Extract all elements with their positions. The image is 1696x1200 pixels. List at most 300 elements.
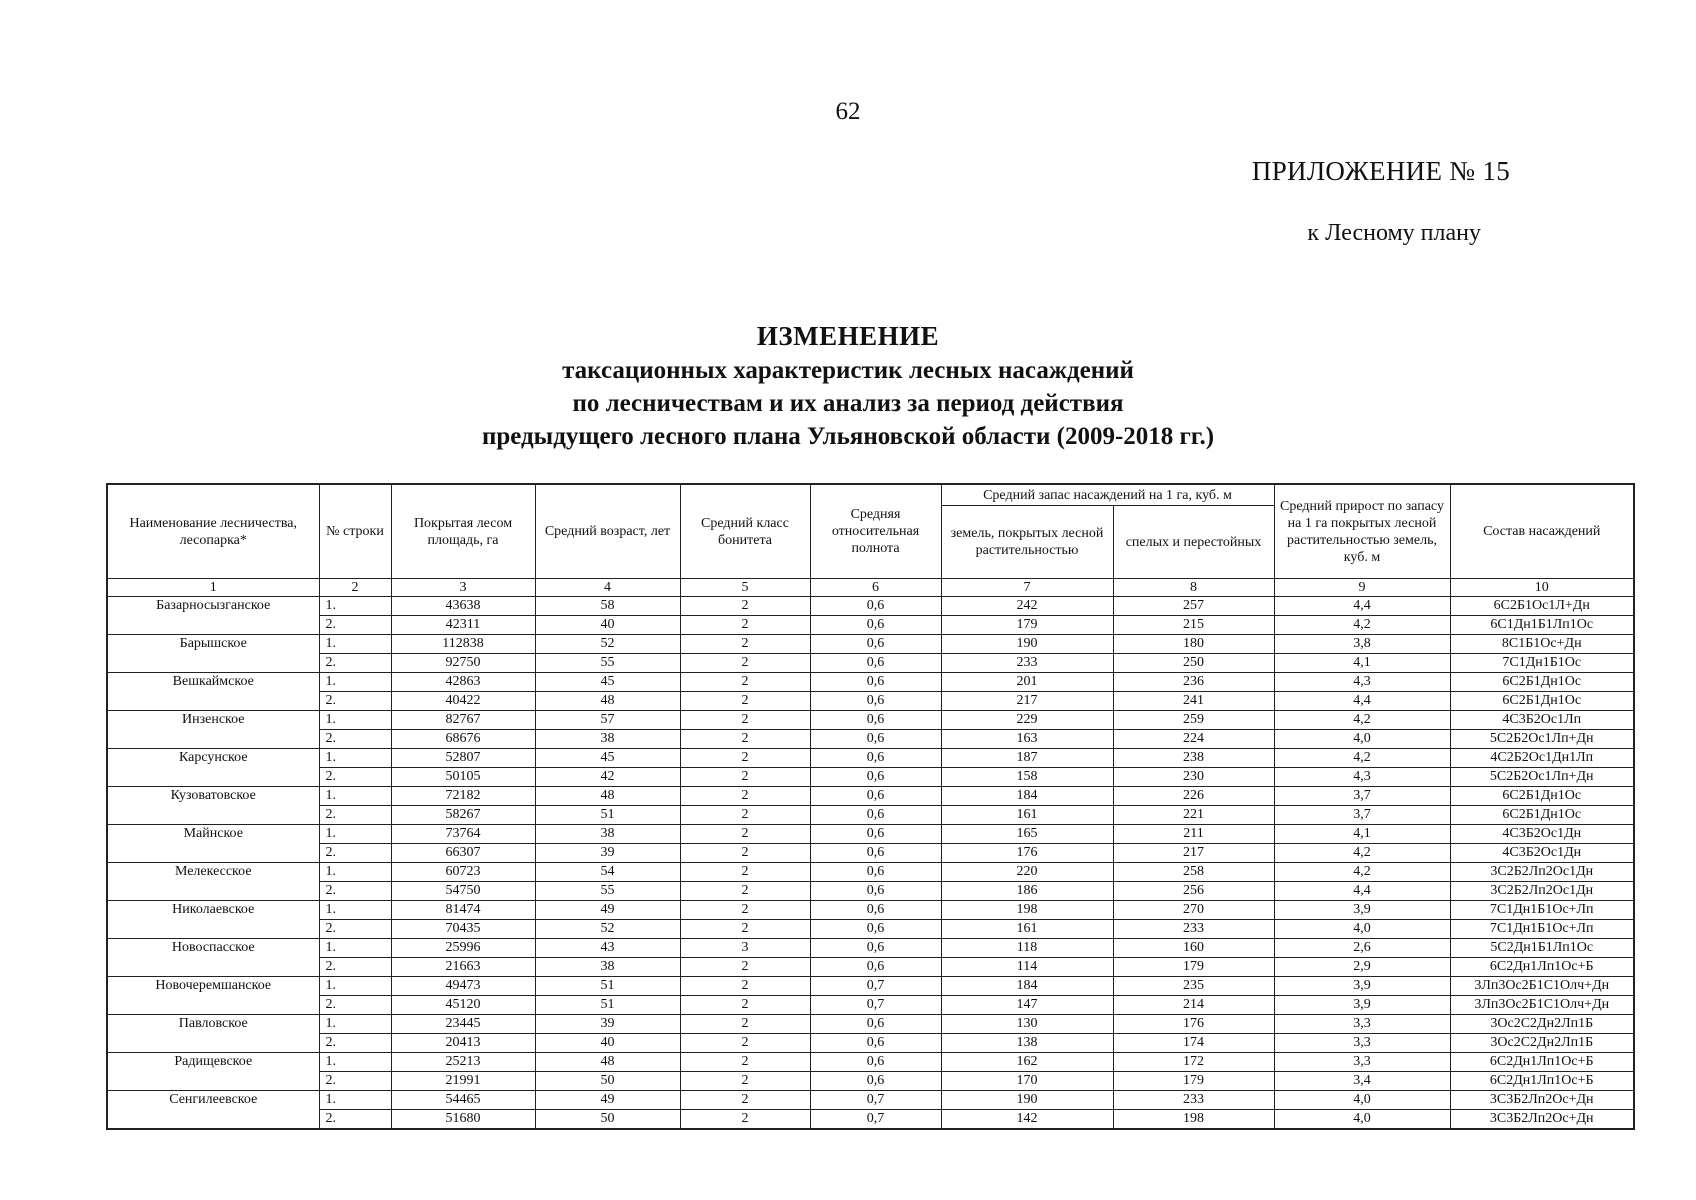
forest-characteristics-table <box>106 483 1635 1130</box>
stock-covered-cell: 161 <box>941 920 1113 939</box>
heading-line-3: предыдущего лесного плана Ульяновской области (2009-2018 гг.) <box>481 423 1215 450</box>
class-cell: 2 <box>680 901 810 920</box>
stock-mature-cell: 226 <box>1113 787 1274 806</box>
age-cell: 51 <box>535 806 680 825</box>
column-number: 6 <box>810 579 941 597</box>
class-cell: 2 <box>680 996 810 1015</box>
density-cell: 0,6 <box>810 787 941 806</box>
row-number: 2. <box>319 844 391 863</box>
heading-line-2: по лесничествам и их анализ за период действия <box>572 390 1124 417</box>
stock-covered-cell: 184 <box>941 787 1113 806</box>
area-cell: 68676 <box>391 730 535 749</box>
class-cell: 2 <box>680 920 810 939</box>
stock-covered-cell: 170 <box>941 1072 1113 1091</box>
composition-cell: 7С1Дн1Б1Ос <box>1450 654 1634 673</box>
forestry-name: Кузоватовское <box>107 787 319 825</box>
density-cell: 0,6 <box>810 1072 941 1091</box>
stock-mature-cell: 235 <box>1113 977 1274 996</box>
growth-cell: 3,3 <box>1274 1034 1450 1053</box>
table-row <box>107 958 1634 977</box>
growth-cell: 4,2 <box>1274 749 1450 768</box>
area-cell: 25996 <box>391 939 535 958</box>
stock-covered-cell: 147 <box>941 996 1113 1015</box>
page-number: 62 <box>835 98 861 125</box>
row-number: 2. <box>319 1072 391 1091</box>
table-row <box>107 597 1634 616</box>
table-row <box>107 787 1634 806</box>
area-cell: 51680 <box>391 1110 535 1130</box>
table-row <box>107 1072 1634 1091</box>
table-row <box>107 1053 1634 1072</box>
area-cell: 54465 <box>391 1091 535 1110</box>
density-cell: 0,6 <box>810 1053 941 1072</box>
composition-cell: 6С1Дн1Б1Лп1Ос <box>1450 616 1634 635</box>
stock-mature-cell: 217 <box>1113 844 1274 863</box>
composition-cell: 6С2Б1Ос1Л+Дн <box>1450 597 1634 616</box>
age-cell: 45 <box>535 749 680 768</box>
row-number: 1. <box>319 787 391 806</box>
area-cell: 52807 <box>391 749 535 768</box>
row-number: 2. <box>319 882 391 901</box>
growth-cell: 2,6 <box>1274 939 1450 958</box>
age-cell: 52 <box>535 635 680 654</box>
growth-cell: 3,9 <box>1274 977 1450 996</box>
forestry-name: Инзенское <box>107 711 319 749</box>
stock-covered-cell: 158 <box>941 768 1113 787</box>
stock-covered-cell: 142 <box>941 1110 1113 1130</box>
area-cell: 45120 <box>391 996 535 1015</box>
class-cell: 2 <box>680 635 810 654</box>
age-cell: 38 <box>535 958 680 977</box>
class-cell: 2 <box>680 977 810 996</box>
growth-cell: 4,3 <box>1274 768 1450 787</box>
forestry-name: Радищевское <box>107 1053 319 1091</box>
area-cell: 43638 <box>391 597 535 616</box>
table-row <box>107 882 1634 901</box>
composition-cell: 7С1Дн1Б1Ос+Лп <box>1450 920 1634 939</box>
growth-cell: 4,0 <box>1274 1091 1450 1110</box>
growth-cell: 4,2 <box>1274 844 1450 863</box>
composition-cell: 4С3Б2Ос1Лп <box>1450 711 1634 730</box>
age-cell: 55 <box>535 882 680 901</box>
stock-mature-cell: 179 <box>1113 958 1274 977</box>
class-cell: 2 <box>680 806 810 825</box>
composition-cell: 3С3Б2Лп2Ос+Дн <box>1450 1110 1634 1130</box>
age-cell: 50 <box>535 1110 680 1130</box>
document-heading <box>0 318 1696 453</box>
area-cell: 72182 <box>391 787 535 806</box>
row-number: 2. <box>319 730 391 749</box>
composition-cell: 3С3Б2Лп2Ос+Дн <box>1450 1091 1634 1110</box>
composition-cell: 6С2Б1Дн1Ос <box>1450 806 1634 825</box>
composition-cell: 7С1Дн1Б1Ос+Лп <box>1450 901 1634 920</box>
header-stock-group: Средний запас насаждений на 1 га, куб. м <box>941 484 1274 506</box>
composition-cell: 6С2Дн1Лп1Ос+Б <box>1450 1053 1634 1072</box>
composition-cell: 5С2Дн1Б1Лп1Ос <box>1450 939 1634 958</box>
class-cell: 2 <box>680 882 810 901</box>
density-cell: 0,6 <box>810 635 941 654</box>
table-row <box>107 844 1634 863</box>
table-row <box>107 692 1634 711</box>
stock-mature-cell: 176 <box>1113 1015 1274 1034</box>
age-cell: 57 <box>535 711 680 730</box>
area-cell: 112838 <box>391 635 535 654</box>
composition-cell: 6С2Б1Дн1Ос <box>1450 787 1634 806</box>
density-cell: 0,7 <box>810 1110 941 1130</box>
stock-covered-cell: 190 <box>941 635 1113 654</box>
growth-cell: 3,8 <box>1274 635 1450 654</box>
table-row <box>107 863 1634 882</box>
density-cell: 0,7 <box>810 977 941 996</box>
class-cell: 2 <box>680 730 810 749</box>
table-row <box>107 920 1634 939</box>
table-row <box>107 1110 1634 1130</box>
row-number: 2. <box>319 768 391 787</box>
stock-mature-cell: 256 <box>1113 882 1274 901</box>
row-number: 1. <box>319 1053 391 1072</box>
growth-cell: 3,9 <box>1274 901 1450 920</box>
stock-covered-cell: 161 <box>941 806 1113 825</box>
growth-cell: 3,3 <box>1274 1053 1450 1072</box>
class-cell: 2 <box>680 768 810 787</box>
stock-covered-cell: 130 <box>941 1015 1113 1034</box>
composition-cell: 3С2Б2Лп2Ос1Дн <box>1450 863 1634 882</box>
table-row <box>107 635 1634 654</box>
class-cell: 2 <box>680 1015 810 1034</box>
growth-cell: 4,0 <box>1274 920 1450 939</box>
stock-mature-cell: 172 <box>1113 1053 1274 1072</box>
forestry-name: Сенгилеевское <box>107 1091 319 1130</box>
density-cell: 0,6 <box>810 616 941 635</box>
composition-cell: 5С2Б2Ос1Лп+Дн <box>1450 730 1634 749</box>
growth-cell: 4,0 <box>1274 730 1450 749</box>
row-number: 2. <box>319 920 391 939</box>
row-number: 2. <box>319 806 391 825</box>
stock-covered-cell: 201 <box>941 673 1113 692</box>
growth-cell: 4,4 <box>1274 692 1450 711</box>
age-cell: 39 <box>535 1015 680 1034</box>
growth-cell: 4,3 <box>1274 673 1450 692</box>
area-cell: 82767 <box>391 711 535 730</box>
row-number: 1. <box>319 939 391 958</box>
composition-cell: 3С2Б2Лп2Ос1Дн <box>1450 882 1634 901</box>
composition-cell: 6С2Дн1Лп1Ос+Б <box>1450 1072 1634 1091</box>
age-cell: 51 <box>535 996 680 1015</box>
stock-mature-cell: 258 <box>1113 863 1274 882</box>
age-cell: 42 <box>535 768 680 787</box>
class-cell: 2 <box>680 616 810 635</box>
class-cell: 2 <box>680 692 810 711</box>
stock-covered-cell: 179 <box>941 616 1113 635</box>
stock-mature-cell: 236 <box>1113 673 1274 692</box>
header-stock-covered: земель, покрытых лесной растительностью <box>941 506 1113 579</box>
table-row <box>107 673 1634 692</box>
area-cell: 49473 <box>391 977 535 996</box>
header-name: Наименование лесничества, лесопарка* <box>107 484 319 579</box>
age-cell: 54 <box>535 863 680 882</box>
stock-mature-cell: 250 <box>1113 654 1274 673</box>
column-number: 5 <box>680 579 810 597</box>
stock-covered-cell: 220 <box>941 863 1113 882</box>
row-number: 1. <box>319 1015 391 1034</box>
column-number: 9 <box>1274 579 1450 597</box>
growth-cell: 3,7 <box>1274 787 1450 806</box>
area-cell: 21663 <box>391 958 535 977</box>
header-age: Средний возраст, лет <box>535 484 680 579</box>
stock-covered-cell: 198 <box>941 901 1113 920</box>
age-cell: 40 <box>535 1034 680 1053</box>
column-number: 10 <box>1450 579 1634 597</box>
density-cell: 0,7 <box>810 996 941 1015</box>
stock-covered-cell: 187 <box>941 749 1113 768</box>
area-cell: 42863 <box>391 673 535 692</box>
stock-covered-cell: 165 <box>941 825 1113 844</box>
row-number: 2. <box>319 616 391 635</box>
age-cell: 40 <box>535 616 680 635</box>
area-cell: 40422 <box>391 692 535 711</box>
row-number: 1. <box>319 863 391 882</box>
age-cell: 52 <box>535 920 680 939</box>
column-number: 3 <box>391 579 535 597</box>
density-cell: 0,6 <box>810 958 941 977</box>
forestry-name: Барышское <box>107 635 319 673</box>
density-cell: 0,6 <box>810 920 941 939</box>
composition-cell: 6С2Б1Дн1Ос <box>1450 692 1634 711</box>
composition-cell: 3Лп3Ос2Б1С1Олч+Дн <box>1450 996 1634 1015</box>
growth-cell: 4,1 <box>1274 654 1450 673</box>
row-number: 1. <box>319 901 391 920</box>
stock-mature-cell: 215 <box>1113 616 1274 635</box>
density-cell: 0,6 <box>810 806 941 825</box>
class-cell: 2 <box>680 673 810 692</box>
area-cell: 66307 <box>391 844 535 863</box>
density-cell: 0,6 <box>810 597 941 616</box>
class-cell: 2 <box>680 749 810 768</box>
area-cell: 20413 <box>391 1034 535 1053</box>
table-row <box>107 1091 1634 1110</box>
area-cell: 92750 <box>391 654 535 673</box>
stock-covered-cell: 190 <box>941 1091 1113 1110</box>
composition-cell: 4С3Б2Ос1Дн <box>1450 844 1634 863</box>
stock-mature-cell: 233 <box>1113 1091 1274 1110</box>
column-number: 1 <box>107 579 319 597</box>
growth-cell: 3,3 <box>1274 1015 1450 1034</box>
table-row <box>107 901 1634 920</box>
stock-mature-cell: 198 <box>1113 1110 1274 1130</box>
table-row <box>107 806 1634 825</box>
class-cell: 3 <box>680 939 810 958</box>
table-row <box>107 730 1634 749</box>
density-cell: 0,6 <box>810 1015 941 1034</box>
density-cell: 0,6 <box>810 1034 941 1053</box>
area-cell: 23445 <box>391 1015 535 1034</box>
row-number: 2. <box>319 692 391 711</box>
stock-covered-cell: 229 <box>941 711 1113 730</box>
stock-covered-cell: 138 <box>941 1034 1113 1053</box>
class-cell: 2 <box>680 1091 810 1110</box>
composition-cell: 3Ос2С2Дн2Лп1Б <box>1450 1034 1634 1053</box>
row-number: 1. <box>319 977 391 996</box>
growth-cell: 3,7 <box>1274 806 1450 825</box>
stock-mature-cell: 221 <box>1113 806 1274 825</box>
table-row <box>107 1034 1634 1053</box>
area-cell: 60723 <box>391 863 535 882</box>
row-number: 1. <box>319 711 391 730</box>
growth-cell: 3,4 <box>1274 1072 1450 1091</box>
age-cell: 45 <box>535 673 680 692</box>
stock-mature-cell: 174 <box>1113 1034 1274 1053</box>
growth-cell: 4,2 <box>1274 616 1450 635</box>
age-cell: 49 <box>535 901 680 920</box>
age-cell: 48 <box>535 692 680 711</box>
area-cell: 81474 <box>391 901 535 920</box>
forestry-name: Павловское <box>107 1015 319 1053</box>
area-cell: 70435 <box>391 920 535 939</box>
age-cell: 38 <box>535 825 680 844</box>
class-cell: 2 <box>680 1053 810 1072</box>
class-cell: 2 <box>680 1110 810 1130</box>
forestry-name: Карсунское <box>107 749 319 787</box>
table-row <box>107 768 1634 787</box>
forestry-name: Майнское <box>107 825 319 863</box>
stock-covered-cell: 217 <box>941 692 1113 711</box>
age-cell: 48 <box>535 787 680 806</box>
density-cell: 0,6 <box>810 673 941 692</box>
class-cell: 2 <box>680 597 810 616</box>
stock-covered-cell: 176 <box>941 844 1113 863</box>
forestry-name: Базарносызганское <box>107 597 319 635</box>
class-cell: 2 <box>680 863 810 882</box>
table-row <box>107 749 1634 768</box>
density-cell: 0,6 <box>810 939 941 958</box>
class-cell: 2 <box>680 825 810 844</box>
density-cell: 0,6 <box>810 749 941 768</box>
row-number: 2. <box>319 996 391 1015</box>
density-cell: 0,6 <box>810 882 941 901</box>
growth-cell: 4,0 <box>1274 1110 1450 1130</box>
class-cell: 2 <box>680 1072 810 1091</box>
density-cell: 0,6 <box>810 711 941 730</box>
age-cell: 55 <box>535 654 680 673</box>
header-row-number: № строки <box>319 484 391 579</box>
class-cell: 2 <box>680 844 810 863</box>
composition-cell: 8С1Б1Ос+Дн <box>1450 635 1634 654</box>
stock-mature-cell: 180 <box>1113 635 1274 654</box>
area-cell: 54750 <box>391 882 535 901</box>
class-cell: 2 <box>680 787 810 806</box>
table-row <box>107 1015 1634 1034</box>
age-cell: 50 <box>535 1072 680 1091</box>
stock-covered-cell: 114 <box>941 958 1113 977</box>
density-cell: 0,6 <box>810 863 941 882</box>
composition-cell: 6С2Б1Дн1Ос <box>1450 673 1634 692</box>
density-cell: 0,6 <box>810 654 941 673</box>
table-row <box>107 977 1634 996</box>
stock-mature-cell: 224 <box>1113 730 1274 749</box>
stock-covered-cell: 118 <box>941 939 1113 958</box>
growth-cell: 4,2 <box>1274 863 1450 882</box>
composition-cell: 5С2Б2Ос1Лп+Дн <box>1450 768 1634 787</box>
header-stock-mature: спелых и перестойных <box>1113 506 1274 579</box>
table-row <box>107 825 1634 844</box>
stock-covered-cell: 163 <box>941 730 1113 749</box>
stock-mature-cell: 270 <box>1113 901 1274 920</box>
growth-cell: 3,9 <box>1274 996 1450 1015</box>
stock-covered-cell: 184 <box>941 977 1113 996</box>
growth-cell: 2,9 <box>1274 958 1450 977</box>
age-cell: 51 <box>535 977 680 996</box>
class-cell: 2 <box>680 958 810 977</box>
stock-mature-cell: 257 <box>1113 597 1274 616</box>
stock-covered-cell: 162 <box>941 1053 1113 1072</box>
area-cell: 50105 <box>391 768 535 787</box>
table-row <box>107 711 1634 730</box>
class-cell: 2 <box>680 654 810 673</box>
area-cell: 25213 <box>391 1053 535 1072</box>
appendix-subtitle: к Лесному плану <box>1307 220 1481 246</box>
stock-mature-cell: 211 <box>1113 825 1274 844</box>
stock-mature-cell: 238 <box>1113 749 1274 768</box>
composition-cell: 4С2Б2Ос1Дн1Лп <box>1450 749 1634 768</box>
header-area: Покрытая лесом площадь, га <box>391 484 535 579</box>
stock-mature-cell: 233 <box>1113 920 1274 939</box>
column-number: 8 <box>1113 579 1274 597</box>
growth-cell: 4,4 <box>1274 597 1450 616</box>
table-row <box>107 654 1634 673</box>
column-number: 2 <box>319 579 391 597</box>
forestry-name: Вешкаймское <box>107 673 319 711</box>
stock-mature-cell: 179 <box>1113 1072 1274 1091</box>
row-number: 1. <box>319 597 391 616</box>
header-density: Средняя относительная полнота <box>810 484 941 579</box>
age-cell: 58 <box>535 597 680 616</box>
row-number: 1. <box>319 635 391 654</box>
density-cell: 0,6 <box>810 692 941 711</box>
age-cell: 38 <box>535 730 680 749</box>
row-number: 1. <box>319 673 391 692</box>
stock-mature-cell: 241 <box>1113 692 1274 711</box>
row-number: 2. <box>319 1110 391 1130</box>
density-cell: 0,6 <box>810 768 941 787</box>
stock-mature-cell: 259 <box>1113 711 1274 730</box>
stock-covered-cell: 186 <box>941 882 1113 901</box>
table-row <box>107 996 1634 1015</box>
composition-cell: 3Лп3Ос2Б1С1Олч+Дн <box>1450 977 1634 996</box>
growth-cell: 4,2 <box>1274 711 1450 730</box>
area-cell: 73764 <box>391 825 535 844</box>
age-cell: 39 <box>535 844 680 863</box>
forestry-name: Мелекесское <box>107 863 319 901</box>
class-cell: 2 <box>680 711 810 730</box>
table-row <box>107 616 1634 635</box>
stock-covered-cell: 233 <box>941 654 1113 673</box>
forestry-name: Новочеремшанское <box>107 977 319 1015</box>
area-cell: 42311 <box>391 616 535 635</box>
stock-mature-cell: 160 <box>1113 939 1274 958</box>
age-cell: 48 <box>535 1053 680 1072</box>
area-cell: 58267 <box>391 806 535 825</box>
table-row <box>107 939 1634 958</box>
forestry-name: Николаевское <box>107 901 319 939</box>
stock-mature-cell: 214 <box>1113 996 1274 1015</box>
density-cell: 0,6 <box>810 901 941 920</box>
density-cell: 0,6 <box>810 825 941 844</box>
composition-cell: 4С3Б2Ос1Дн <box>1450 825 1634 844</box>
row-number: 2. <box>319 1034 391 1053</box>
forestry-name: Новоспасское <box>107 939 319 977</box>
row-number: 2. <box>319 654 391 673</box>
growth-cell: 4,4 <box>1274 882 1450 901</box>
